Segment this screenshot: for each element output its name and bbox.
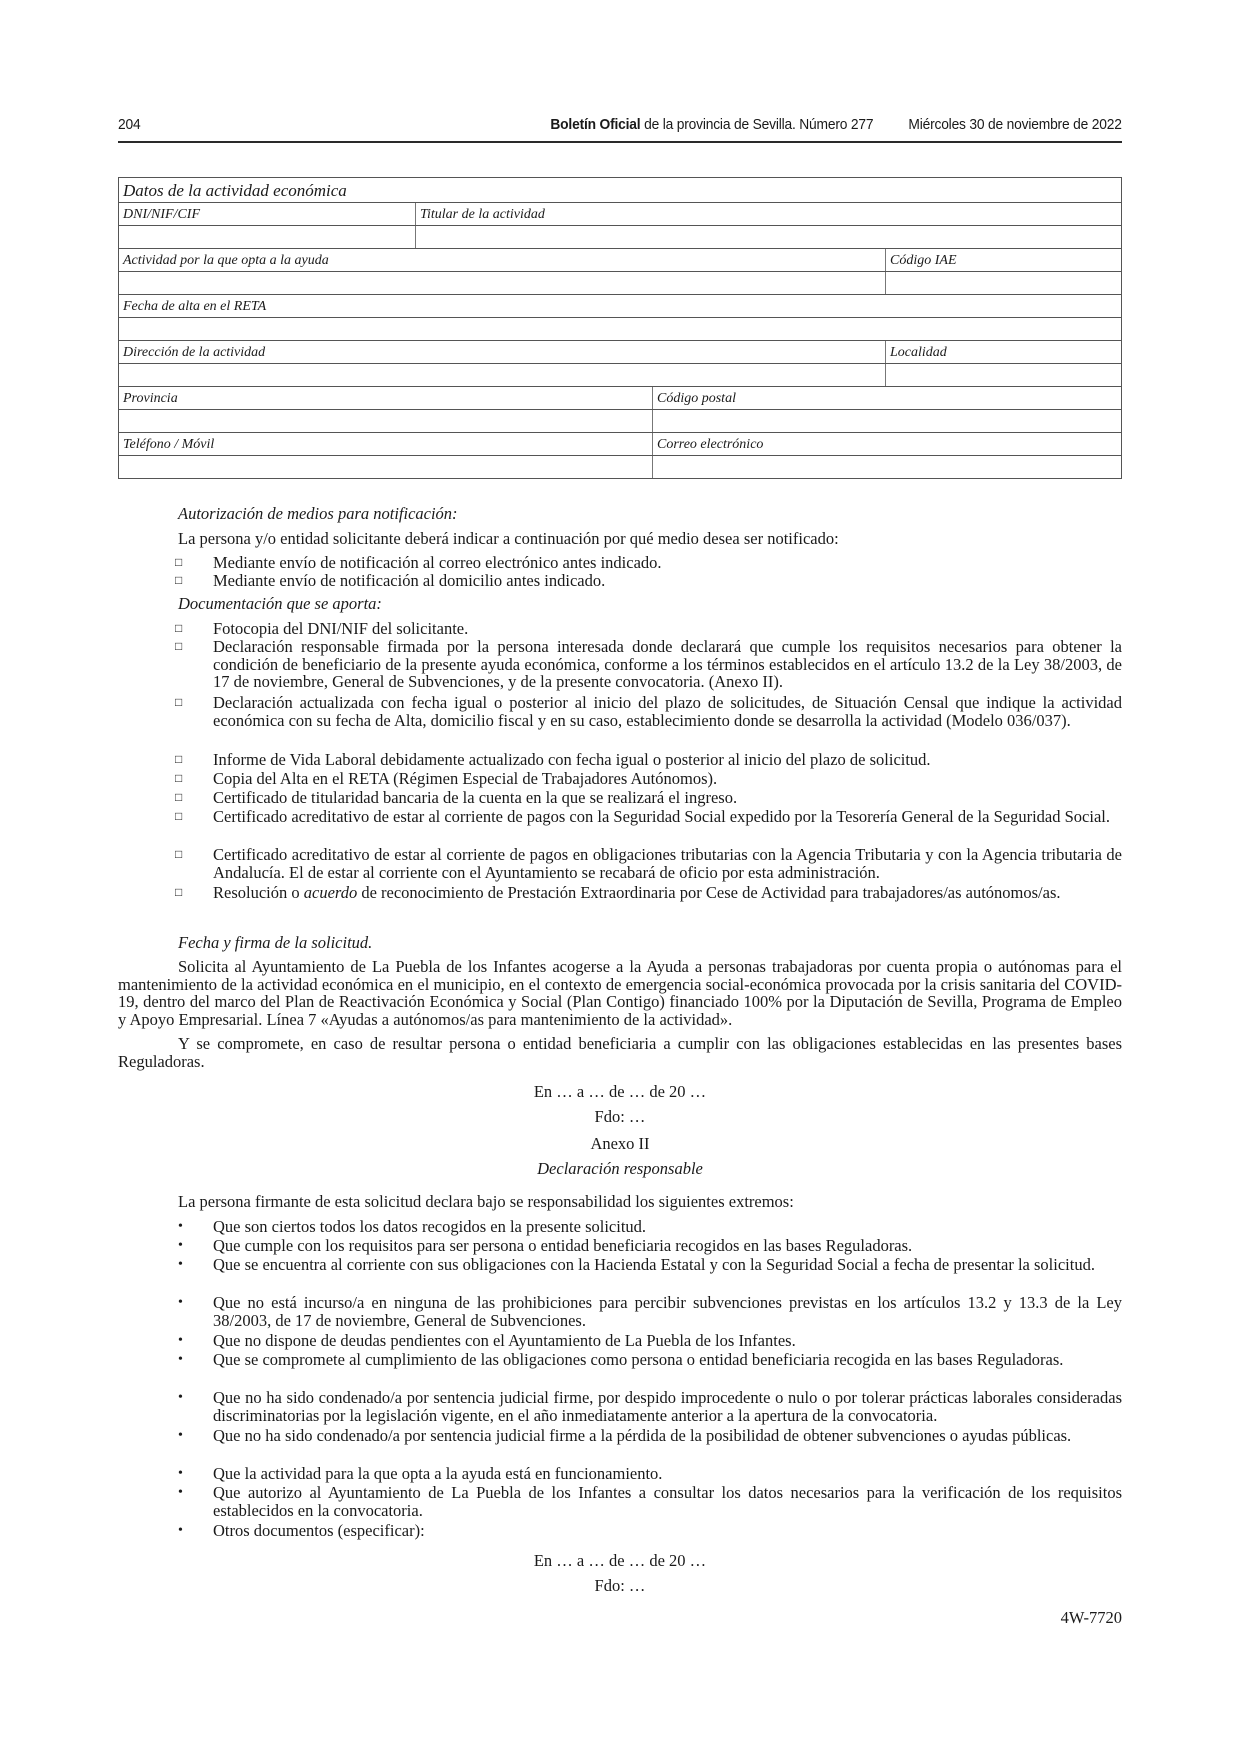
bullet-icon: • xyxy=(178,1466,183,1481)
declaration-item: • Que son ciertos todos los datos recogidos en la presente solicitud. xyxy=(178,1217,647,1236)
declaration-item: • Que cumple con los requisitos para ser persona o entidad beneficiaria recogidos en las bases Reguladoras. xyxy=(178,1236,913,1255)
label-actividad: Actividad por la que opta a la ayuda xyxy=(123,253,329,268)
declaration-item: • Que no ha sido condenado/a por sentencia judicial firme, por despido improcedente o nulo o por tolerar prácticas laborales consideradas discriminatorias por la legislación vigente, en el año inmediatamente anterior a la apertura de la convocatoria. xyxy=(178,1388,1122,1425)
doc-item[interactable]: □ Informe de Vida Laboral debidamente actualizado con fecha igual o posterior al inicio del plazo de solicitud. xyxy=(175,750,931,769)
bullet-icon: • xyxy=(178,1352,183,1367)
annex-title: Anexo II xyxy=(590,1134,650,1153)
checkbox-icon[interactable]: □ xyxy=(175,847,183,861)
field-provincia[interactable] xyxy=(119,410,652,432)
doc-item[interactable]: □ Certificado acreditativo de estar al corriente de pagos con la Seguridad Social expedido por la Tesorería General de la Seguridad Social. xyxy=(175,807,1110,826)
reference-code: 4W-7720 xyxy=(1060,1608,1122,1627)
declaration-item: • Que la actividad para la que opta a la ayuda está en funcionamiento. xyxy=(178,1464,663,1483)
field-dni[interactable] xyxy=(119,226,415,248)
header-rule xyxy=(118,141,1122,143)
publication-date: Miércoles 30 de noviembre de 2022 xyxy=(908,116,1122,133)
label-codigo-postal: Código postal xyxy=(652,387,1121,409)
label-fecha-alta: Fecha de alta en el RETA xyxy=(123,299,267,314)
field-codigo-iae[interactable] xyxy=(885,272,1121,294)
field-correo[interactable] xyxy=(652,456,1121,478)
declaration-item: • Que no está incurso/a en ninguna de las prohibiciones para percibir subvenciones previstas en los artículos 13.2 y 13.3 de la Ley 38/2003, de 17 de noviembre, General de Subvenciones. xyxy=(178,1293,1122,1330)
activity-data-form xyxy=(118,177,1122,479)
bullet-icon: • xyxy=(178,1238,183,1253)
notification-heading: Autorización de medios para notificación: xyxy=(178,504,458,523)
declaration-item: • Que se encuentra al corriente con sus obligaciones con la Hacienda Estatal y con la Seguridad Social a fecha de presentar la solicitud. xyxy=(178,1255,1095,1274)
form-title: Datos de la actividad económica xyxy=(123,181,347,200)
signature-line: Fdo: … xyxy=(594,1107,646,1126)
documentation-heading: Documentación que se aporta: xyxy=(178,594,382,613)
annex-signature-line: Fdo: … xyxy=(594,1576,646,1595)
label-provincia: Provincia xyxy=(123,391,178,406)
publication-name: Boletín Oficial xyxy=(550,116,641,133)
page-number: 204 xyxy=(118,116,141,133)
checkbox-icon[interactable]: □ xyxy=(175,639,183,653)
declaration-item: • Que se compromete al cumplimiento de las obligaciones como persona o entidad beneficiaria recogida en las bases Reguladoras. xyxy=(178,1350,1064,1369)
declaration-item: • Que autorizo al Ayuntamiento de La Puebla de los Infantes a consultar los datos necesarios para la verificación de los requisitos establecidos en la convocatoria. xyxy=(178,1483,1122,1520)
checkbox-icon[interactable]: □ xyxy=(175,790,183,804)
page-header xyxy=(118,116,1122,140)
field-telefono[interactable] xyxy=(119,456,652,478)
label-localidad: Localidad xyxy=(885,341,1121,363)
bullet-icon: • xyxy=(178,1485,183,1500)
bullet-icon: • xyxy=(178,1257,183,1272)
label-correo: Correo electrónico xyxy=(652,433,1121,455)
label-direccion: Dirección de la actividad xyxy=(123,345,266,360)
place-date-line: En … a … de … de 20 … xyxy=(533,1082,707,1101)
field-titular[interactable] xyxy=(415,226,1121,248)
notification-option-email[interactable]: □ Mediante envío de notificación al correo electrónico antes indicado. xyxy=(175,553,662,572)
checkbox-icon[interactable]: □ xyxy=(175,573,183,587)
annex-place-date-line: En … a … de … de 20 … xyxy=(533,1551,707,1570)
doc-item[interactable]: □ Fotocopia del DNI/NIF del solicitante. xyxy=(175,619,469,638)
notification-option-address[interactable]: □ Mediante envío de notificación al domicilio antes indicado. xyxy=(175,571,606,590)
bullet-icon: • xyxy=(178,1390,183,1405)
doc-item[interactable]: □ Copia del Alta en el RETA (Régimen Especial de Trabajadores Autónomos). xyxy=(175,769,718,788)
bullet-icon: • xyxy=(178,1428,183,1443)
field-direccion[interactable] xyxy=(119,364,885,386)
field-actividad[interactable] xyxy=(119,272,885,294)
publication-title xyxy=(550,116,873,133)
declaration-item: • Que no dispone de deudas pendientes con el Ayuntamiento de La Puebla de los Infantes. xyxy=(178,1331,796,1350)
label-telefono: Teléfono / Móvil xyxy=(123,437,215,452)
bullet-icon: • xyxy=(178,1523,183,1538)
annex-subtitle: Declaración responsable xyxy=(537,1159,703,1178)
doc-item[interactable]: □ Declaración actualizada con fecha igual o posterior al inicio del plazo de solicitudes, de Situación Censal que indique la actividad económica con su fecha de Alta, domicilio fiscal y en su caso, establecimiento donde se desarrolla la actividad (Modelo 036/037). xyxy=(175,693,1122,730)
checkbox-icon[interactable]: □ xyxy=(175,555,183,569)
field-localidad[interactable] xyxy=(885,364,1121,386)
label-titular: Titular de la actividad xyxy=(415,203,1121,225)
notification-intro: La persona y/o entidad solicitante deberá indicar a continuación por qué medio desea ser notificado: xyxy=(178,529,839,548)
checkbox-icon[interactable]: □ xyxy=(175,752,183,766)
checkbox-icon[interactable]: □ xyxy=(175,695,183,709)
bullet-icon: • xyxy=(178,1295,183,1310)
bullet-icon: • xyxy=(178,1219,183,1234)
doc-item[interactable]: □ Resolución o acuerdo de reconocimiento de Prestación Extraordinaria por Cese de Actividad para trabajadores/as autónomos/as. xyxy=(175,883,1061,902)
bullet-icon: • xyxy=(178,1333,183,1348)
checkbox-icon[interactable]: □ xyxy=(175,771,183,785)
checkbox-icon[interactable]: □ xyxy=(175,809,183,823)
doc-item[interactable]: □ Declaración responsable firmada por la persona interesada donde declarará que cumple los requisitos necesarios para obtener la condición de beneficiario de la presente ayuda económica, conforme a los términos establecidos en el artículo 13.2 de la Ley 38/2003, de 17 de noviembre, General de Subvenciones, y de la presente convocatoria. (Anexo II). xyxy=(175,637,1122,691)
field-fecha-alta[interactable] xyxy=(119,318,1121,340)
label-codigo-iae: Código IAE xyxy=(885,249,1121,271)
doc-item[interactable]: □ Certificado acreditativo de estar al corriente de pagos en obligaciones tributarias con la Agencia Tributaria y con la Agencia tributaria de Andalucía. El de estar al corriente con el Ayuntamiento se recabará de oficio por esta administración. xyxy=(175,845,1122,882)
declaration-item: • Otros documentos (especificar): xyxy=(178,1521,425,1540)
request-paragraph: Solicita al Ayuntamiento de La Puebla de los Infantes acogerse a la Ayuda a personas trabajadoras por cuenta propia o autónomas para el mantenimiento de la actividad económica en el municipio, en el contexto de emergencia social-económica provocada por la crisis sanitaria del COVID-19, dentro del marco del Plan de Reactivación Económica y Social (Plan Contigo) financiado 100% por la Diputación de Sevilla, Programa de Empleo y Apoyo Empresarial. Línea 7 «Ayudas a autónomos/as para mantenimiento de la actividad». xyxy=(118,957,1122,1029)
commitment-paragraph: Y se compromete, en caso de resultar persona o entidad beneficiaria a cumplir con las obligaciones establecidas en las presentes bases Reguladoras. xyxy=(118,1034,1122,1071)
annex-intro: La persona firmante de esta solicitud declara bajo se responsabilidad los siguientes extremos: xyxy=(178,1192,794,1211)
doc-item[interactable]: □ Certificado de titularidad bancaria de la cuenta en la que se realizará el ingreso. xyxy=(175,788,738,807)
checkbox-icon[interactable]: □ xyxy=(175,621,183,635)
label-dni: DNI/NIF/CIF xyxy=(123,207,200,222)
checkbox-icon[interactable]: □ xyxy=(175,885,183,899)
publication-issue: de la provincia de Sevilla. Número 277 xyxy=(640,116,874,133)
signature-heading: Fecha y firma de la solicitud. xyxy=(178,933,373,952)
declaration-item: • Que no ha sido condenado/a por sentencia judicial firme a la pérdida de la posibilidad de obtener subvenciones o ayudas públicas. xyxy=(178,1426,1072,1445)
field-codigo-postal[interactable] xyxy=(652,410,1121,432)
